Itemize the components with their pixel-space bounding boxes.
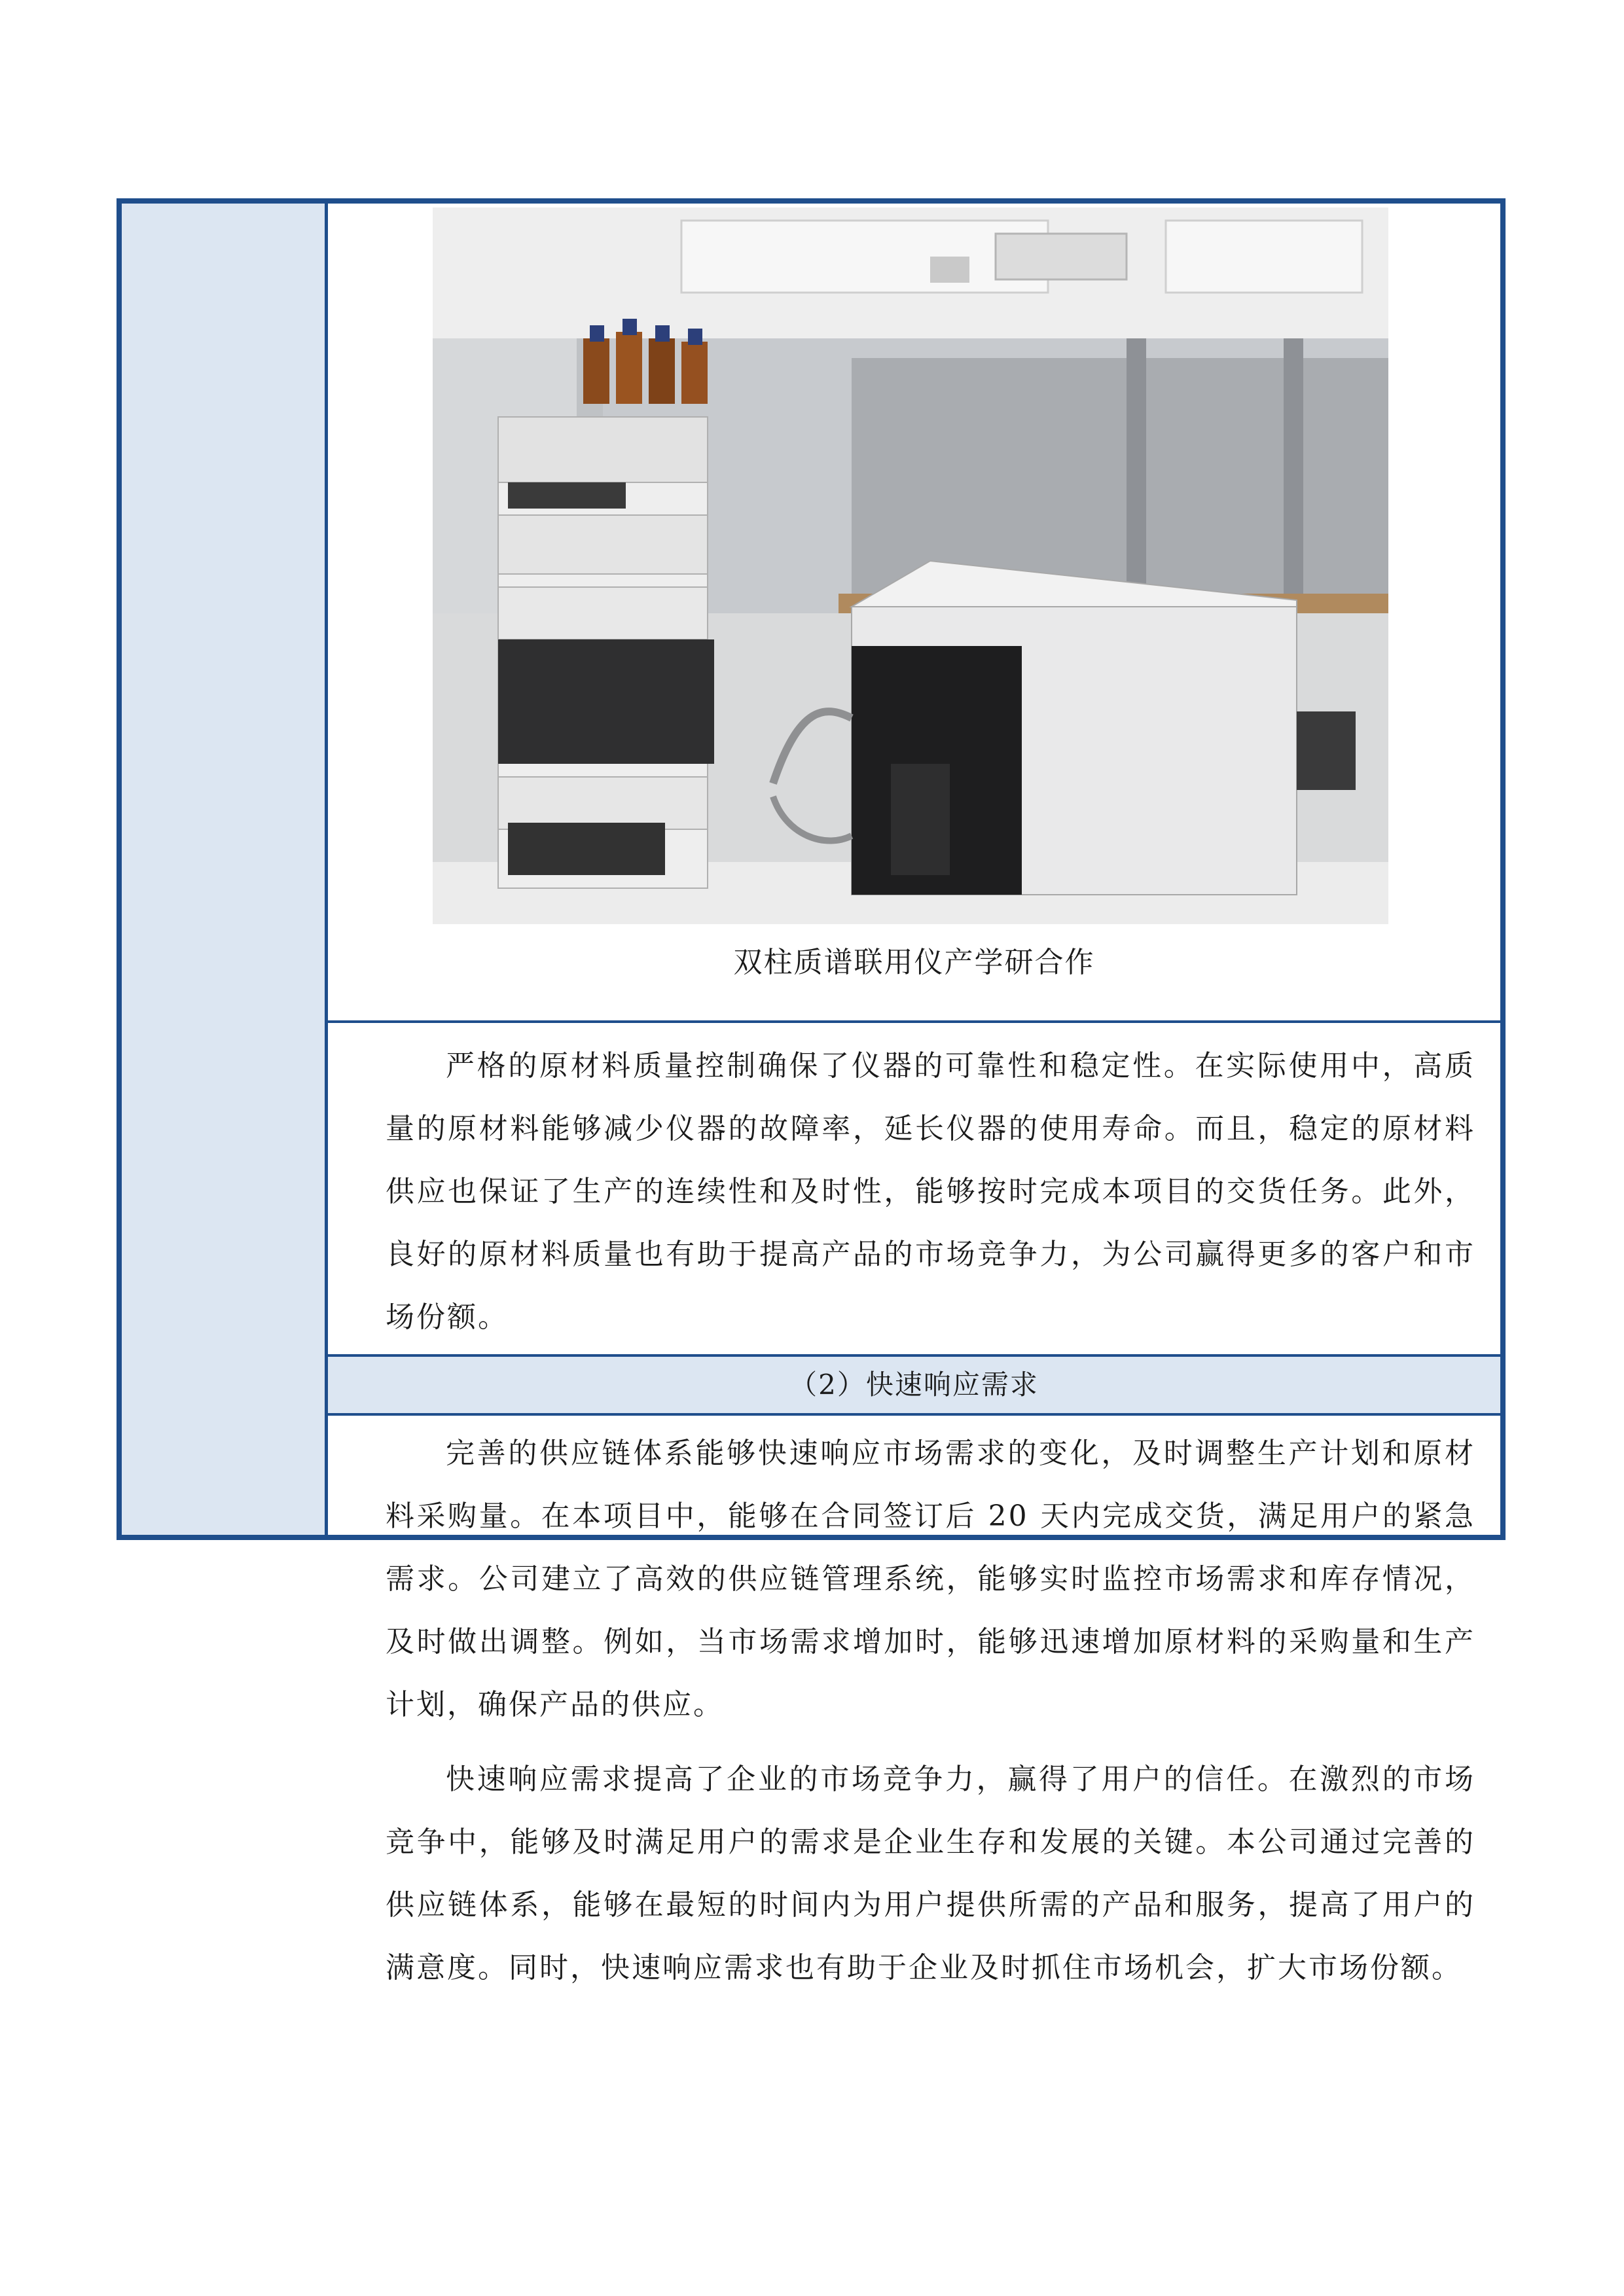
instrument-photo — [433, 207, 1388, 924]
figure-caption: 双柱质谱联用仪产学研合作 — [733, 946, 1095, 979]
content-table — [117, 198, 1506, 1984]
text-cell-quality — [328, 1023, 1500, 1357]
paragraph-response-1: 完善的供应链体系能够快速响应市场需求的变化，及时调整生产计划和原材料采购量。在本项目中，能够在合同签订后 20 天内完成交货，满足用户的紧急需求。公司建立了高效的供应链管理系统，能够实时监控市场需求和库存情况，及时做出调整。例如，当市场需求增加时，能够迅速增加原材料的采购量和生产计划，确保产品的供应。 — [386, 1437, 1475, 1721]
content-column — [328, 204, 1500, 1984]
section-heading: （2）快速响应需求 — [328, 1357, 1500, 1416]
paragraph-response-2: 快速响应需求提高了企业的市场竞争力，赢得了用户的信任。在激烈的市场竞争中，能够及时满足用户的需求是企业生存和发展的关键。本公司通过完善的供应链体系，能够在最短的时间内为用户提供所需的产品和服务，提高了用户的满意度。同时，快速响应需求也有助于企业及时抓住市场机会，扩大市场份额。 — [386, 1763, 1475, 1984]
paragraph-quality: 严格的原材料质量控制确保了仪器的可靠性和稳定性。在实际使用中，高质量的原材料能够减少仪器的故障率，延长仪器的使用寿命。而且，稳定的原材料供应也保证了生产的连续性和及时性，能够按时完成本项目的交货任务。此外，良好的原材料质量也有助于提高产品的市场竞争力，为公司赢得更多的客户和市场份额。 — [386, 1049, 1475, 1334]
text-cell-response — [328, 1416, 1500, 1984]
figure-cell — [328, 204, 1500, 1023]
label-column — [122, 204, 328, 1535]
